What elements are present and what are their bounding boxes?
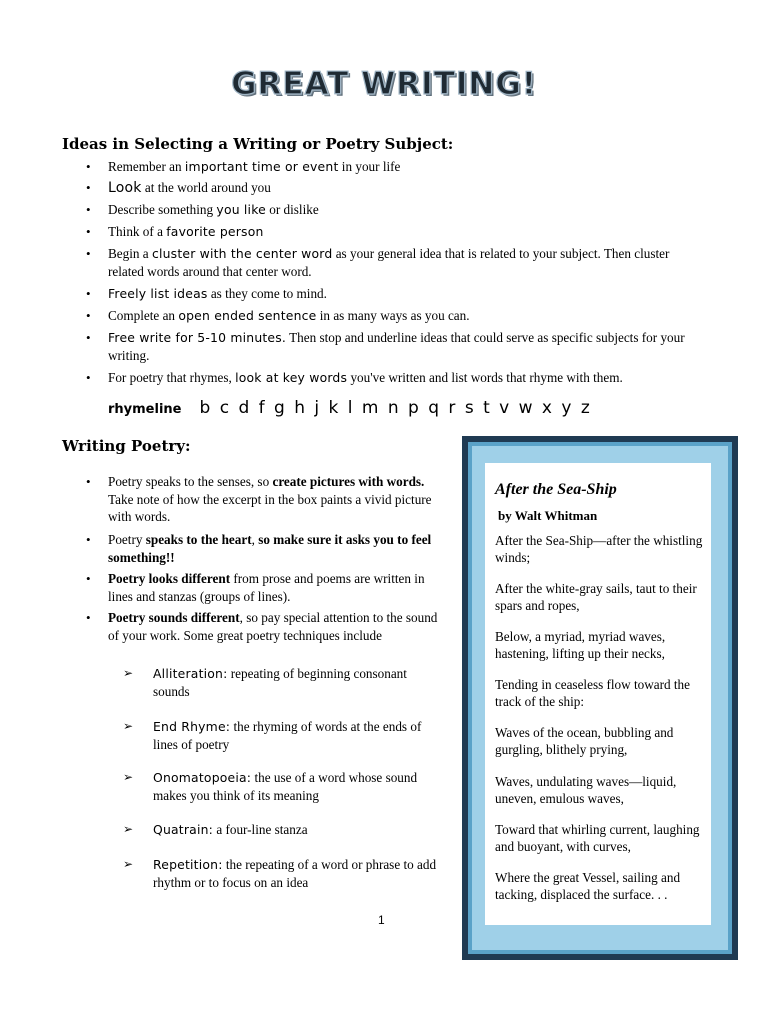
list-item: • Free write for 5-10 minutes. Then stop and underline ideas that could serve as specific subjects for your writing. [86,330,685,363]
list-item: • Freely list ideas as they come to mind. [86,286,327,301]
list-item: • Remember an important time or event in your life [86,159,401,174]
arrow-bullet-icon: ➢ [123,822,134,836]
page-number: 1 [378,913,385,927]
list-item: • Poetry speaks to the heart, so make sure it asks you to feel something!! [86,532,432,565]
bullet-icon: • [86,286,91,301]
list-item: • Look at the world around you [86,180,271,196]
arrow-bullet-icon: ➢ [123,719,134,733]
list-item: ➢ Repetition: the repeating of a word or phrase to add rhythm or to focus on an idea [123,857,437,890]
list-item: • Complete an open ended sentence in as many ways as you can. [86,308,470,323]
poem-stanza: Waves of the ocean, bubbling and gurgling, blithely prying, [495,725,674,757]
poem-stanza: After the white-gray sails, taut to their spars and ropes, [495,581,697,613]
list-item: • Poetry speaks to the senses, so create pictures with words. Take note of how the excerpt in the box paints a vivid picture with words. [86,474,432,524]
list-item: ➢ Onomatopoeia: the use of a word whose sound makes you think of its meaning [123,770,418,803]
bullet-icon: • [86,532,91,547]
poetry-list [62,473,446,648]
list-item: ➢ Quatrain: a four-line stanza [123,822,308,837]
rhymeline [108,398,592,418]
techniques-list [123,665,443,896]
arrow-bullet-icon: ➢ [123,857,134,871]
rhymeline-label: rhymeline [108,402,182,417]
poem-stanza: After the Sea-Ship—after the whistling winds; [495,533,703,565]
ideas-list [62,158,702,391]
arrow-bullet-icon: ➢ [123,666,134,680]
section-heading-writing-poetry: Writing Poetry: [62,437,191,455]
bullet-icon: • [86,180,91,195]
list-item: • Describe something you like or dislike [86,202,319,217]
list-item: • Poetry sounds different, so pay special attention to the sound of your work. Some great poetry techniques include [86,610,438,643]
list-item: • For poetry that rhymes, look at key words you've written and list words that rhyme with them. [86,370,623,385]
bullet-icon: • [86,159,91,174]
list-item: ➢ Alliteration: repeating of beginning consonant sounds [123,666,407,699]
bullet-icon: • [86,610,91,625]
poem-author: by Walt Whitman [498,508,598,523]
list-item: • Think of a favorite person [86,224,264,239]
list-item: • Poetry looks different from prose and poems are written in lines and stanzas (groups of lines). [86,571,425,604]
poem-stanza: Where the great Vessel, sailing and tacking, displaced the surface. . . [495,870,681,902]
poem-stanza: Below, a myriad, myriad waves, hastening, lifting up their necks, [495,629,666,661]
bullet-icon: • [86,330,91,345]
bullet-icon: • [86,571,91,586]
bullet-icon: • [86,202,91,217]
rhymeline-letters: b c d f g h j k l m n p q r s t v w x y z [199,398,592,418]
page-title: GREAT WRITING! [231,66,537,102]
bullet-icon: • [86,224,91,239]
list-item: ➢ End Rhyme: the rhyming of words at the ends of lines of poetry [123,719,422,752]
section-heading-ideas: Ideas in Selecting a Writing or Poetry Subject: [62,135,454,153]
poem-stanza: Waves, undulating waves—liquid, uneven, emulous waves, [495,774,677,806]
bullet-icon: • [86,308,91,323]
bullet-icon: • [86,474,91,489]
poem-title: After the Sea-Ship [495,481,617,498]
list-item: • Begin a cluster with the center word as your general idea that is related to your subject. Then cluster related words around that center word. [86,246,670,279]
bullet-icon: • [86,246,91,261]
bullet-icon: • [86,370,91,385]
poem-stanza: Toward that whirling current, laughing and buoyant, with curves, [495,822,700,854]
arrow-bullet-icon: ➢ [123,770,134,784]
poem-stanza: Tending in ceaseless flow toward the track of the ship: [495,677,690,709]
